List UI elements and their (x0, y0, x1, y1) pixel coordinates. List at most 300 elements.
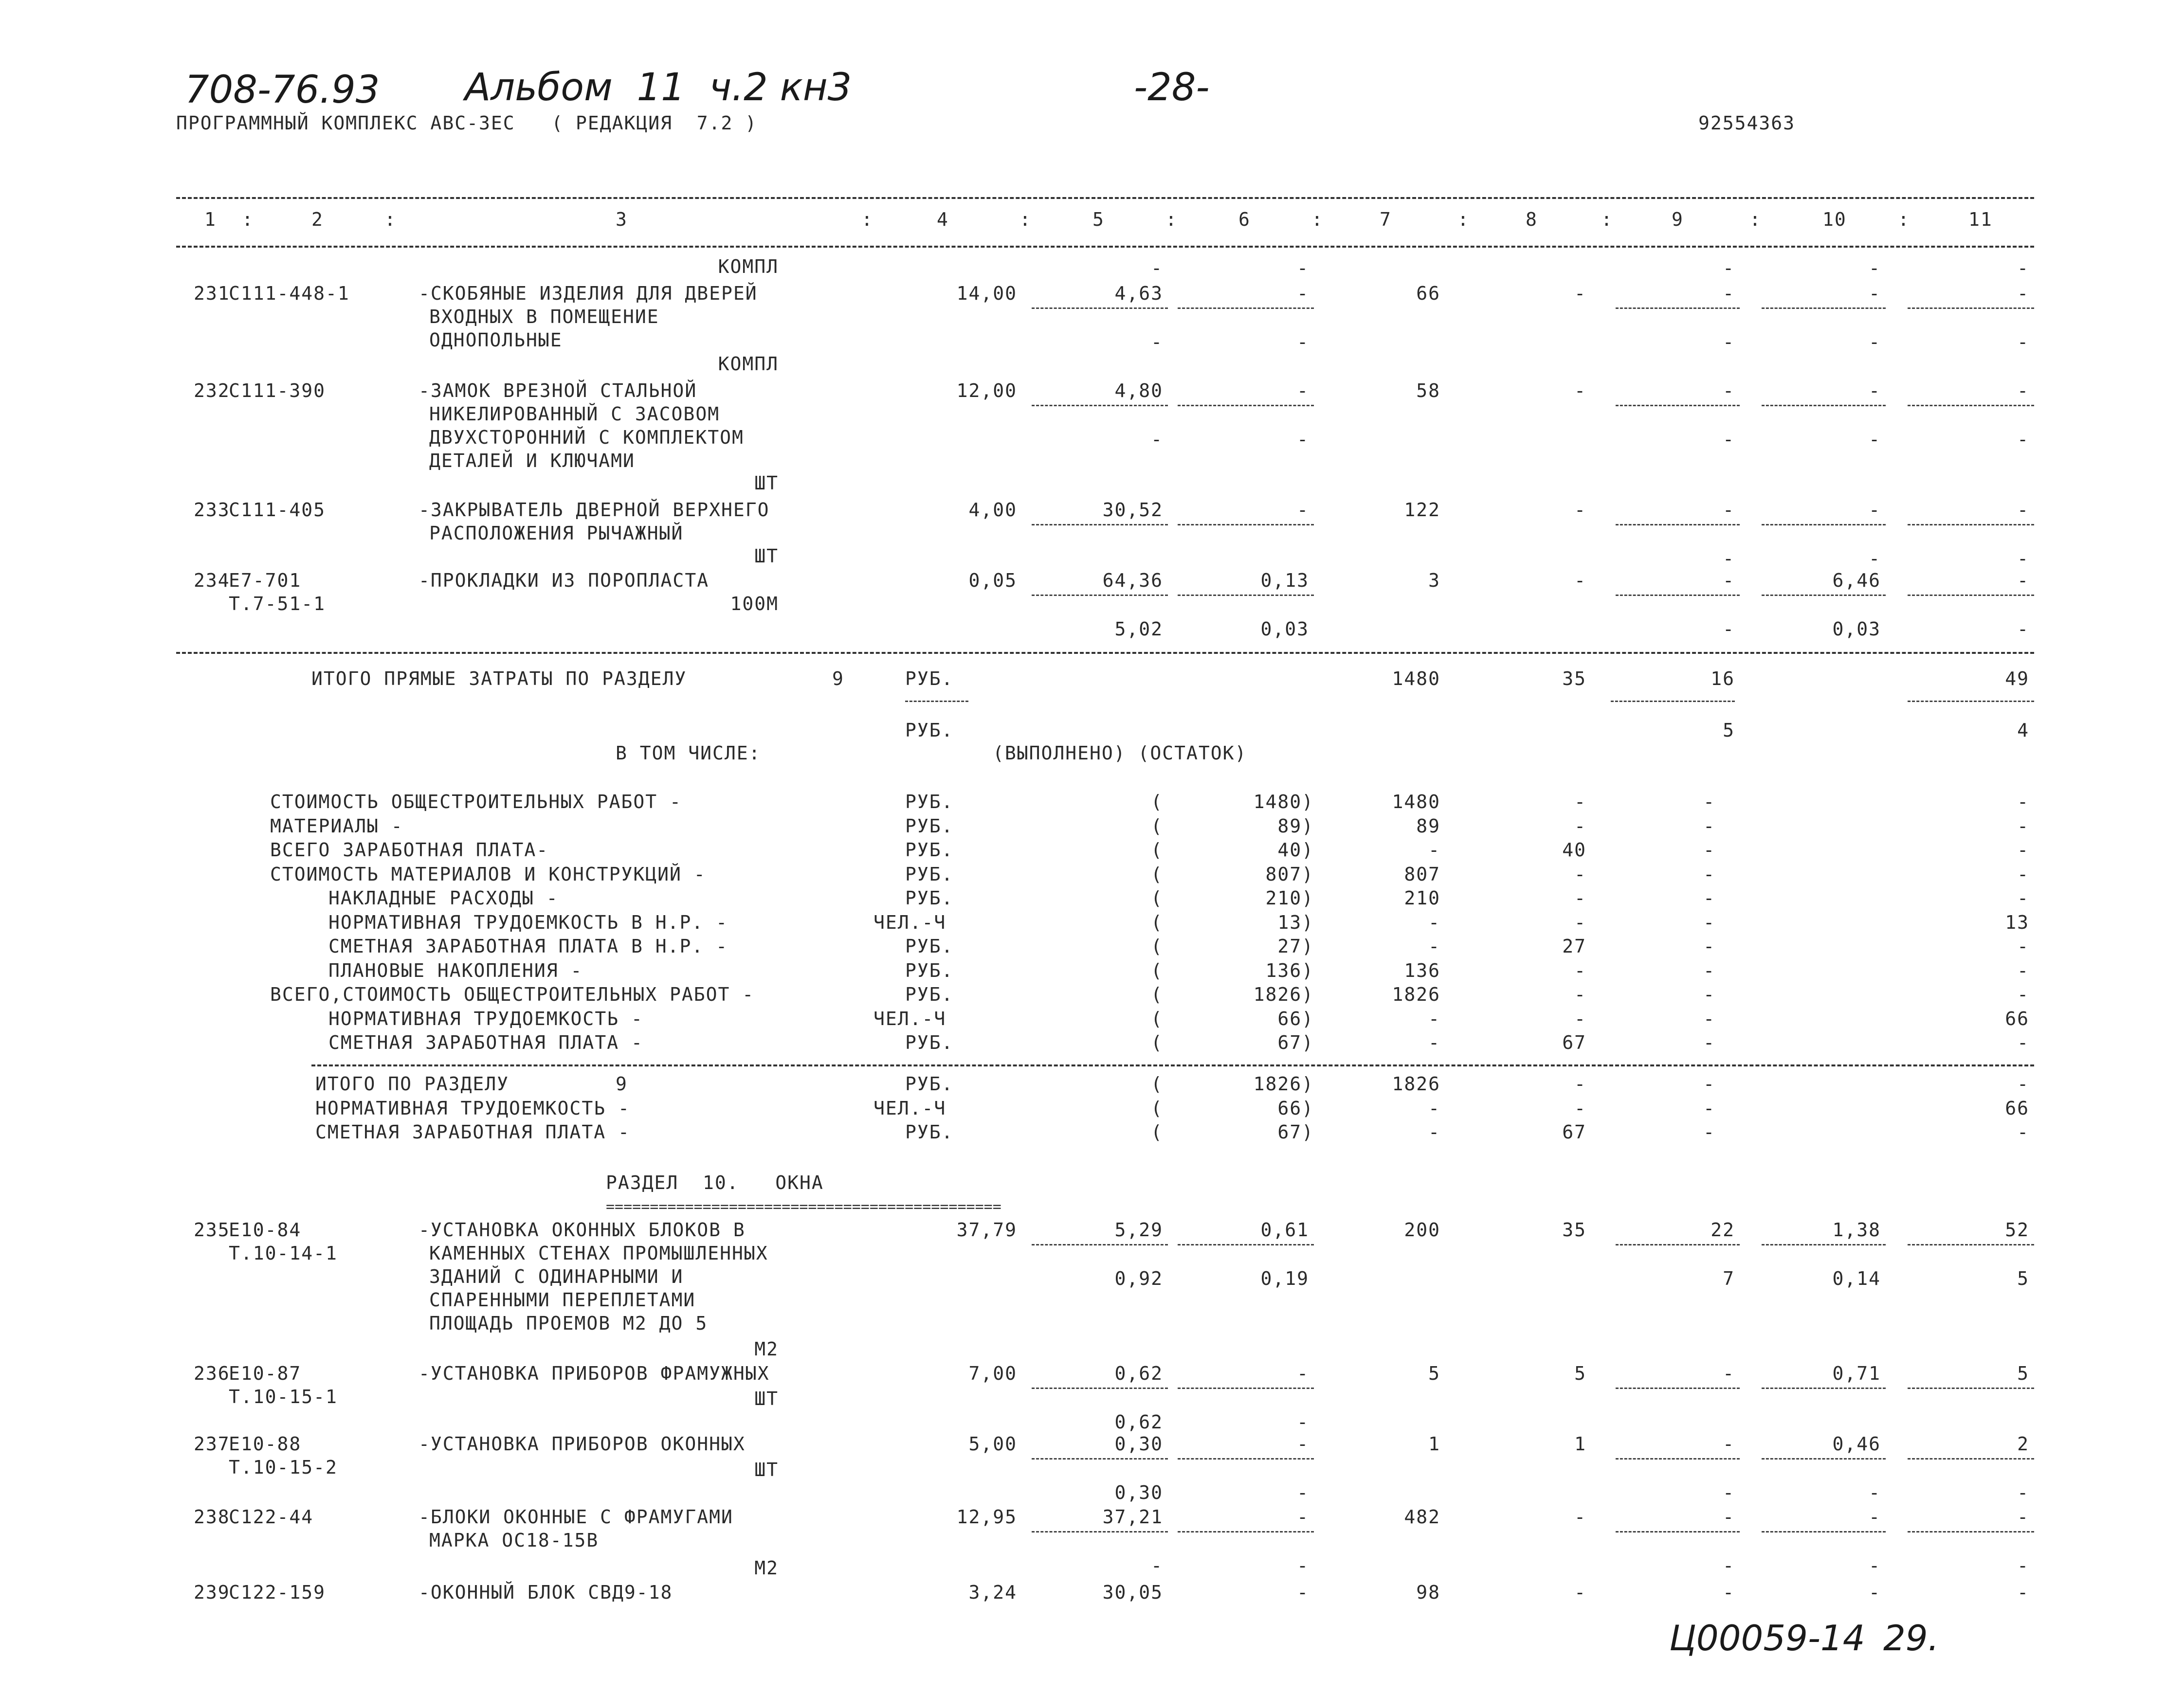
section-total-c9: - (1703, 1097, 1715, 1119)
remainder-open-paren: ( (1151, 1073, 1163, 1095)
document-number: 92554363 (1698, 112, 1796, 134)
breakdown-label: СТОИМОСТЬ МАТЕРИАЛОВ И КОНСТРУКЦИЙ - (270, 863, 706, 885)
col9-secondary: - (1723, 1555, 1735, 1576)
breakdown-c8: - (1574, 863, 1586, 885)
item-description: НИКЕЛИРОВАННЫЙ С ЗАСОВОМ (429, 403, 720, 425)
col5-secondary: - (1151, 1555, 1163, 1576)
item-code-secondary: Т.10-15-2 (229, 1457, 338, 1478)
col8-value: 35 (1562, 1219, 1586, 1241)
col10-value: - (1869, 1506, 1881, 1528)
col5-price: 0,30 (1114, 1433, 1163, 1455)
breakdown-c11: - (2017, 984, 2029, 1005)
breakdown-unit: РУБ. (905, 1032, 954, 1053)
breakdown-c7: - (1428, 1032, 1440, 1053)
item-number: 231 (194, 283, 230, 304)
breakdown-remainder: 807) (1265, 863, 1314, 885)
item-number: 237 (194, 1433, 230, 1455)
breakdown-c7: - (1428, 911, 1440, 933)
breakdown-label: НАКЛАДНЫЕ РАСХОДЫ - (328, 887, 559, 909)
subtotal-rule (1616, 1458, 1740, 1460)
breakdown-c8: 40 (1562, 839, 1586, 861)
breakdown-c8: 27 (1562, 936, 1586, 957)
item-description: -УСТАНОВКА ОКОННЫХ БЛОКОВ В (419, 1219, 746, 1241)
section-total-c7: - (1428, 1097, 1440, 1119)
col8-value: 5 (1574, 1363, 1586, 1384)
breakdown-c9: - (1703, 815, 1715, 837)
breakdown-c9: - (1703, 791, 1715, 812)
item-description: -БЛОКИ ОКОННЫЕ С ФРАМУГАМИ (419, 1506, 733, 1528)
col9-value: - (1723, 1582, 1735, 1603)
section-total-c11: - (2017, 1121, 2029, 1143)
item-description: РАСПОЛОЖЕНИЯ РЫЧАЖНЫЙ (429, 523, 684, 544)
col10-secondary: - (1869, 429, 1881, 450)
breakdown-c8: - (1574, 984, 1586, 1005)
col11-secondary: 5 (2017, 1268, 2029, 1289)
breakdown-remainder: 1480) (1253, 791, 1314, 812)
subtotal-rule (1032, 1458, 1168, 1460)
col6-value: - (1297, 1506, 1309, 1528)
breakdown-remainder: 66) (1277, 1008, 1314, 1029)
subtotal-rule (1032, 1388, 1168, 1389)
subtotal-rule (1178, 307, 1314, 309)
section-total-unit: ЧЕЛ.-Ч (874, 1097, 946, 1119)
column-header-6: 6 (1238, 209, 1251, 230)
unit-label: ШТ (754, 1388, 779, 1409)
col4-quantity: 4,00 (968, 499, 1017, 521)
breakdown-unit: РУБ. (905, 984, 954, 1005)
remainder-open-paren: ( (1151, 863, 1163, 885)
unit-label: КОМПЛ (718, 353, 779, 375)
breakdown-label: СТОИМОСТЬ ОБЩЕСТРОИТЕЛЬНЫХ РАБОТ - (270, 791, 682, 812)
col9-value: - (1723, 1433, 1735, 1455)
breakdown-label: СМЕТНАЯ ЗАРАБОТНАЯ ПЛАТА - (328, 1032, 643, 1053)
breakdown-c7: 807 (1404, 863, 1440, 885)
col10-secondary: - (1869, 1482, 1881, 1503)
table-header-bottom-rule (176, 246, 2034, 248)
col5-secondary: 0,92 (1114, 1268, 1163, 1289)
col7-value: 98 (1416, 1582, 1440, 1603)
col8-value: - (1574, 1506, 1586, 1528)
section-total-unit: РУБ. (905, 1121, 954, 1143)
breakdown-c9: - (1703, 863, 1715, 885)
col9-secondary: - (1723, 548, 1735, 569)
item-description: -ЗАКРЫВАТЕЛЬ ДВЕРНОЙ ВЕРХНЕГО (419, 499, 770, 521)
col6-value: - (1297, 283, 1309, 304)
remainder-open-paren: ( (1151, 911, 1163, 933)
col10-secondary: 0,03 (1832, 618, 1881, 640)
col11-secondary: - (2017, 331, 2029, 353)
section-total-c11: - (2017, 1073, 2029, 1095)
breakdown-unit: ЧЕЛ.-Ч (874, 1008, 946, 1029)
col9-value: - (1723, 1506, 1735, 1528)
breakdown-c9: - (1703, 911, 1715, 933)
col6-value: 0,61 (1260, 1219, 1309, 1241)
col4-quantity: 14,00 (956, 283, 1017, 304)
column-separator: : (1165, 209, 1178, 230)
breakdown-c11: 13 (2005, 911, 2029, 933)
col5-secondary: - (1151, 331, 1163, 353)
column-separator: : (1019, 209, 1032, 230)
subtotal-rule (1762, 595, 1886, 596)
col5-price: 5,29 (1114, 1219, 1163, 1241)
subtotal-rule (1616, 1388, 1740, 1389)
col6-value: - (1297, 499, 1309, 521)
item-code-secondary: Т.7-51-1 (229, 593, 326, 614)
item-code-secondary: Т.10-15-1 (229, 1386, 338, 1407)
col8-value: - (1574, 283, 1586, 304)
section-total-label: ИТОГО ПО РАЗДЕЛУ (315, 1073, 510, 1095)
column-header-9: 9 (1672, 209, 1684, 230)
col8-value: - (1574, 1582, 1586, 1603)
unit-label: М2 (754, 1557, 779, 1579)
breakdown-unit: РУБ. (905, 887, 954, 909)
col6-value: - (1297, 1582, 1309, 1603)
handwritten-album: Альбом 11 ч.2 кн3 (465, 66, 852, 109)
col8-value: - (1574, 570, 1586, 591)
col6-value: - (1297, 1433, 1309, 1455)
direct-costs-c9-secondary: 5 (1723, 720, 1735, 741)
breakdown-c7: - (1428, 839, 1440, 861)
subtotal-rule (1908, 1388, 2034, 1389)
col11-value: 52 (2005, 1219, 2029, 1241)
column-separator: : (861, 209, 874, 230)
subtotal-rule (1762, 1458, 1886, 1460)
subtotal-rule (1762, 1531, 1886, 1533)
breakdown-unit: РУБ. (905, 791, 954, 812)
subtotal-rule (1762, 1244, 1886, 1245)
col11-value: - (2017, 1506, 2029, 1528)
col10-value: 6,46 (1832, 570, 1881, 591)
subtotal-rule (1178, 1388, 1314, 1389)
subtotal-rule (1616, 307, 1740, 309)
column-separator: : (242, 209, 254, 230)
item-description: ПЛОЩАДЬ ПРОЕМОВ М2 ДО 5 (429, 1313, 708, 1334)
col8-value: - (1574, 380, 1586, 401)
section-total-label: СМЕТНАЯ ЗАРАБОТНАЯ ПЛАТА - (315, 1121, 630, 1143)
subtotal-rule (1032, 307, 1168, 309)
remainder-open-paren: ( (1151, 1032, 1163, 1053)
column-header-10: 10 (1822, 209, 1847, 230)
breakdown-label: ПЛАНОВЫЕ НАКОПЛЕНИЯ - (328, 959, 583, 981)
col9-value: - (1723, 283, 1735, 304)
breakdown-c11: - (2017, 815, 2029, 837)
breakdown-remainder: 67) (1277, 1032, 1314, 1053)
direct-costs-label: ИТОГО ПРЯМЫЕ ЗАТРАТЫ ПО РАЗДЕЛУ (311, 668, 687, 689)
breakdown-remainder: 27) (1277, 936, 1314, 957)
col9-value: - (1723, 1363, 1735, 1384)
col11-value: - (2017, 570, 2029, 591)
column-separator: : (1601, 209, 1613, 230)
subtotal-rule (1762, 405, 1886, 406)
col5-secondary: 5,02 (1114, 618, 1163, 640)
col9-secondary: - (1723, 1482, 1735, 1503)
col9-secondary: - (1723, 331, 1735, 353)
breakdown-c7: 89 (1416, 815, 1440, 837)
item-number: 236 (194, 1363, 230, 1384)
section-total-number: 9 (616, 1073, 628, 1095)
handwritten-code: 708-76.93 (185, 68, 380, 112)
subtotal-rule (1908, 701, 2034, 702)
breakdown-c9: - (1703, 887, 1715, 909)
col5-price: 4,63 (1114, 283, 1163, 304)
breakdown-c7: 1480 (1392, 791, 1440, 812)
remainder-open-paren: ( (1151, 815, 1163, 837)
column-header-4: 4 (937, 209, 949, 230)
col7-value: 1 (1428, 1433, 1440, 1455)
subtotal-rule (1178, 1458, 1314, 1460)
item-code: С122-159 (229, 1582, 326, 1603)
remainder-open-paren: ( (1151, 984, 1163, 1005)
col10-secondary: - (1869, 548, 1881, 569)
remainder-open-paren: ( (1151, 1121, 1163, 1143)
col7-value: 58 (1416, 380, 1440, 401)
remainder-open-paren: ( (1151, 887, 1163, 909)
col10-value: 0,71 (1832, 1363, 1881, 1384)
col11-secondary: - (2017, 618, 2029, 640)
breakdown-c7: 136 (1404, 959, 1440, 981)
col10-value: - (1869, 283, 1881, 304)
breakdown-c8: 67 (1562, 1032, 1586, 1053)
col9-secondary: - (1723, 429, 1735, 450)
section-total-c9: - (1703, 1121, 1715, 1143)
col4-quantity: 12,00 (956, 380, 1017, 401)
column-separator: : (1898, 209, 1910, 230)
item-description: МАРКА ОС18-15В (429, 1530, 599, 1551)
col6-value: - (1297, 380, 1309, 401)
subtotal-rule (1762, 524, 1886, 525)
handwritten-footer-number: Ц00059-14 (1669, 1618, 1865, 1659)
col10-secondary: - (1869, 331, 1881, 353)
col11-secondary: - (2017, 429, 2029, 450)
col8-value: 1 (1574, 1433, 1586, 1455)
subtotal-rule (1908, 405, 2034, 406)
breakdown-c11: - (2017, 1032, 2029, 1053)
direct-costs-c11-secondary: 4 (2017, 720, 2029, 741)
subtotal-rule (1032, 405, 1168, 406)
breakdown-c9: - (1703, 936, 1715, 957)
item-code: Е10-88 (229, 1433, 302, 1455)
remainder-open-paren: ( (1151, 936, 1163, 957)
direct-costs-unit-2: РУБ. (905, 720, 954, 741)
subtotal-rule (1762, 1388, 1886, 1389)
col5-price: 30,52 (1102, 499, 1163, 521)
remainder-open-paren: ( (1151, 791, 1163, 812)
item-code-secondary: Т.10-14-1 (229, 1243, 338, 1264)
col9-secondary: - (1723, 618, 1735, 640)
col7-value: 482 (1404, 1506, 1440, 1528)
item-description: ДВУХСТОРОННИЙ С КОМПЛЕКТОМ (429, 427, 744, 448)
col4-quantity: 37,79 (956, 1219, 1017, 1241)
breakdown-c9: - (1703, 1032, 1715, 1053)
subtotal-rule (1908, 1458, 2034, 1460)
col9-secondary: 7 (1723, 1268, 1735, 1289)
column-separator: : (1311, 209, 1324, 230)
col11-value: - (2017, 1582, 2029, 1603)
subtotal-rule (1616, 405, 1740, 406)
col6-value: 0,13 (1260, 570, 1309, 591)
col10-secondary: 0,14 (1832, 1268, 1881, 1289)
section-total-remainder: 1826) (1253, 1073, 1314, 1095)
item-description: ВХОДНЫХ В ПОМЕЩЕНИЕ (429, 306, 659, 327)
col11-secondary: - (2017, 1482, 2029, 1503)
breakdown-remainder: 210) (1265, 887, 1314, 909)
col11-value: - (2017, 499, 2029, 521)
item-code: С122-44 (229, 1506, 314, 1528)
direct-costs-c9: 16 (1711, 668, 1735, 689)
subtotal-rule (1616, 595, 1740, 596)
col11-value: 5 (2017, 1363, 2029, 1384)
subtotal-rule (905, 701, 968, 702)
item-number: 234 (194, 570, 230, 591)
breakdown-unit: РУБ. (905, 959, 954, 981)
breakdown-c9: - (1703, 959, 1715, 981)
breakdown-c8: - (1574, 815, 1586, 837)
col4-quantity: 7,00 (968, 1363, 1017, 1384)
unit-label-2: 100М (730, 593, 779, 614)
breakdown-c8: - (1574, 959, 1586, 981)
breakdown-label: ВСЕГО,СТОИМОСТЬ ОБЩЕСТРОИТЕЛЬНЫХ РАБОТ - (270, 984, 755, 1005)
column-separator: : (1457, 209, 1470, 230)
col11-value: - (2017, 380, 2029, 401)
col5-secondary: 0,62 (1114, 1411, 1163, 1433)
breakdown-c11: 66 (2005, 1008, 2029, 1029)
breakdown-c11: - (2017, 839, 2029, 861)
subtotal-rule (1908, 1244, 2034, 1245)
breakdown-c8: - (1574, 1008, 1586, 1029)
unit-label: КОМПЛ (718, 256, 779, 277)
direct-costs-c11: 49 (2005, 668, 2029, 689)
section-summary-rule (311, 1064, 2034, 1066)
breakdown-remainder: 89) (1277, 815, 1314, 837)
item-description: -УСТАНОВКА ПРИБОРОВ ОКОННЫХ (419, 1433, 746, 1455)
column-header-8: 8 (1526, 209, 1538, 230)
section-total-c9: - (1703, 1073, 1715, 1095)
item-description: ЗДАНИЙ С ОДИНАРНЫМИ И (429, 1266, 684, 1287)
column-header-3: 3 (616, 209, 628, 230)
col5-price: 4,80 (1114, 380, 1163, 401)
breakdown-unit: РУБ. (905, 839, 954, 861)
item-description: -УСТАНОВКА ПРИБОРОВ ФРАМУЖНЫХ (419, 1363, 770, 1384)
col9-value: - (1723, 499, 1735, 521)
subtotal-rule (1178, 1244, 1314, 1245)
col6-secondary: - (1297, 1411, 1309, 1433)
col9-top: - (1723, 257, 1735, 279)
subtotal-rule (1032, 1244, 1168, 1245)
col6-top: - (1297, 257, 1309, 279)
breakdown-c8: - (1574, 791, 1586, 812)
handwritten-footer-sheet: 29. (1883, 1618, 1939, 1659)
column-separator: : (384, 209, 397, 230)
item-code: Е10-87 (229, 1363, 302, 1384)
col11-secondary: - (2017, 1555, 2029, 1576)
section-total-rule (176, 652, 2034, 654)
column-separator: : (1749, 209, 1762, 230)
section-total-c7: 1826 (1392, 1073, 1440, 1095)
breakdown-c7: - (1428, 936, 1440, 957)
col5-price: 30,05 (1102, 1582, 1163, 1603)
col10-secondary: - (1869, 1555, 1881, 1576)
subtotal-rule (1032, 524, 1168, 525)
col11-secondary: - (2017, 548, 2029, 569)
breakdown-c11: - (2017, 936, 2029, 957)
breakdown-c8: - (1574, 911, 1586, 933)
col7-value: 66 (1416, 283, 1440, 304)
col5-price: 37,21 (1102, 1506, 1163, 1528)
breakdown-unit: РУБ. (905, 815, 954, 837)
breakdown-c7: - (1428, 1008, 1440, 1029)
including-label: В ТОМ ЧИСЛЕ: (616, 742, 761, 764)
section-total-c7: - (1428, 1121, 1440, 1143)
col6-secondary: 0,19 (1260, 1268, 1309, 1289)
item-number: 239 (194, 1582, 230, 1603)
section-total-c11: 66 (2005, 1097, 2029, 1119)
remainder-open-paren: ( (1151, 1008, 1163, 1029)
column-header-7: 7 (1380, 209, 1392, 230)
column-header-11: 11 (1968, 209, 1993, 230)
subtotal-rule (1611, 701, 1735, 702)
col4-quantity: 5,00 (968, 1433, 1017, 1455)
col6-secondary: - (1297, 1555, 1309, 1576)
column-header-5: 5 (1092, 209, 1105, 230)
section-total-remainder: 66) (1277, 1097, 1314, 1119)
subtotal-rule (1762, 307, 1886, 309)
breakdown-remainder: 13) (1277, 911, 1314, 933)
item-code: С111-448-1 (229, 283, 350, 304)
col9-value: - (1723, 380, 1735, 401)
handwritten-page-number: -28- (1134, 66, 1210, 109)
unit-label: ШТ (754, 472, 779, 494)
section-total-c8: 67 (1562, 1121, 1586, 1143)
item-code: С111-405 (229, 499, 326, 521)
item-code: Е10-84 (229, 1219, 302, 1241)
col5-secondary: 0,30 (1114, 1482, 1163, 1503)
breakdown-label: ВСЕГО ЗАРАБОТНАЯ ПЛАТА- (270, 839, 549, 861)
breakdown-c11: - (2017, 887, 2029, 909)
col7-value: 3 (1428, 570, 1440, 591)
table-top-rule (176, 197, 2034, 199)
item-description: ОДНОПОЛЬНЫЕ (429, 329, 563, 351)
breakdown-label: НОРМАТИВНАЯ ТРУДОЕМКОСТЬ - (328, 1008, 643, 1029)
section-total-label: НОРМАТИВНАЯ ТРУДОЕМКОСТЬ - (315, 1097, 630, 1119)
breakdown-c11: - (2017, 863, 2029, 885)
col5-secondary: - (1151, 429, 1163, 450)
col4-quantity: 12,95 (956, 1506, 1017, 1528)
subtotal-rule (1178, 524, 1314, 525)
unit-label: ШТ (754, 1459, 779, 1480)
col4-quantity: 0,05 (968, 570, 1017, 591)
section-total-c8: - (1574, 1097, 1586, 1119)
breakdown-label: МАТЕРИАЛЫ - (270, 815, 403, 837)
item-code: С111-390 (229, 380, 326, 401)
breakdown-c7: 1826 (1392, 984, 1440, 1005)
breakdown-unit: РУБ. (905, 936, 954, 957)
subtotal-rule (1908, 307, 2034, 309)
unit-label: ШТ (754, 545, 779, 567)
section-total-remainder: 67) (1277, 1121, 1314, 1143)
col11-top: - (2017, 257, 2029, 279)
breakdown-unit: РУБ. (905, 863, 954, 885)
item-description: -ЗАМОК ВРЕЗНОЙ СТАЛЬНОЙ (419, 380, 697, 401)
col10-value: - (1869, 499, 1881, 521)
breakdown-c9: - (1703, 984, 1715, 1005)
col8-value: - (1574, 499, 1586, 521)
item-description: -ОКОННЫЙ БЛОК СВД9-18 (419, 1582, 673, 1603)
subtotal-rule (1908, 595, 2034, 596)
col10-value: - (1869, 1582, 1881, 1603)
col10-value: - (1869, 380, 1881, 401)
item-number: 233 (194, 499, 230, 521)
column-header-2: 2 (311, 209, 324, 230)
